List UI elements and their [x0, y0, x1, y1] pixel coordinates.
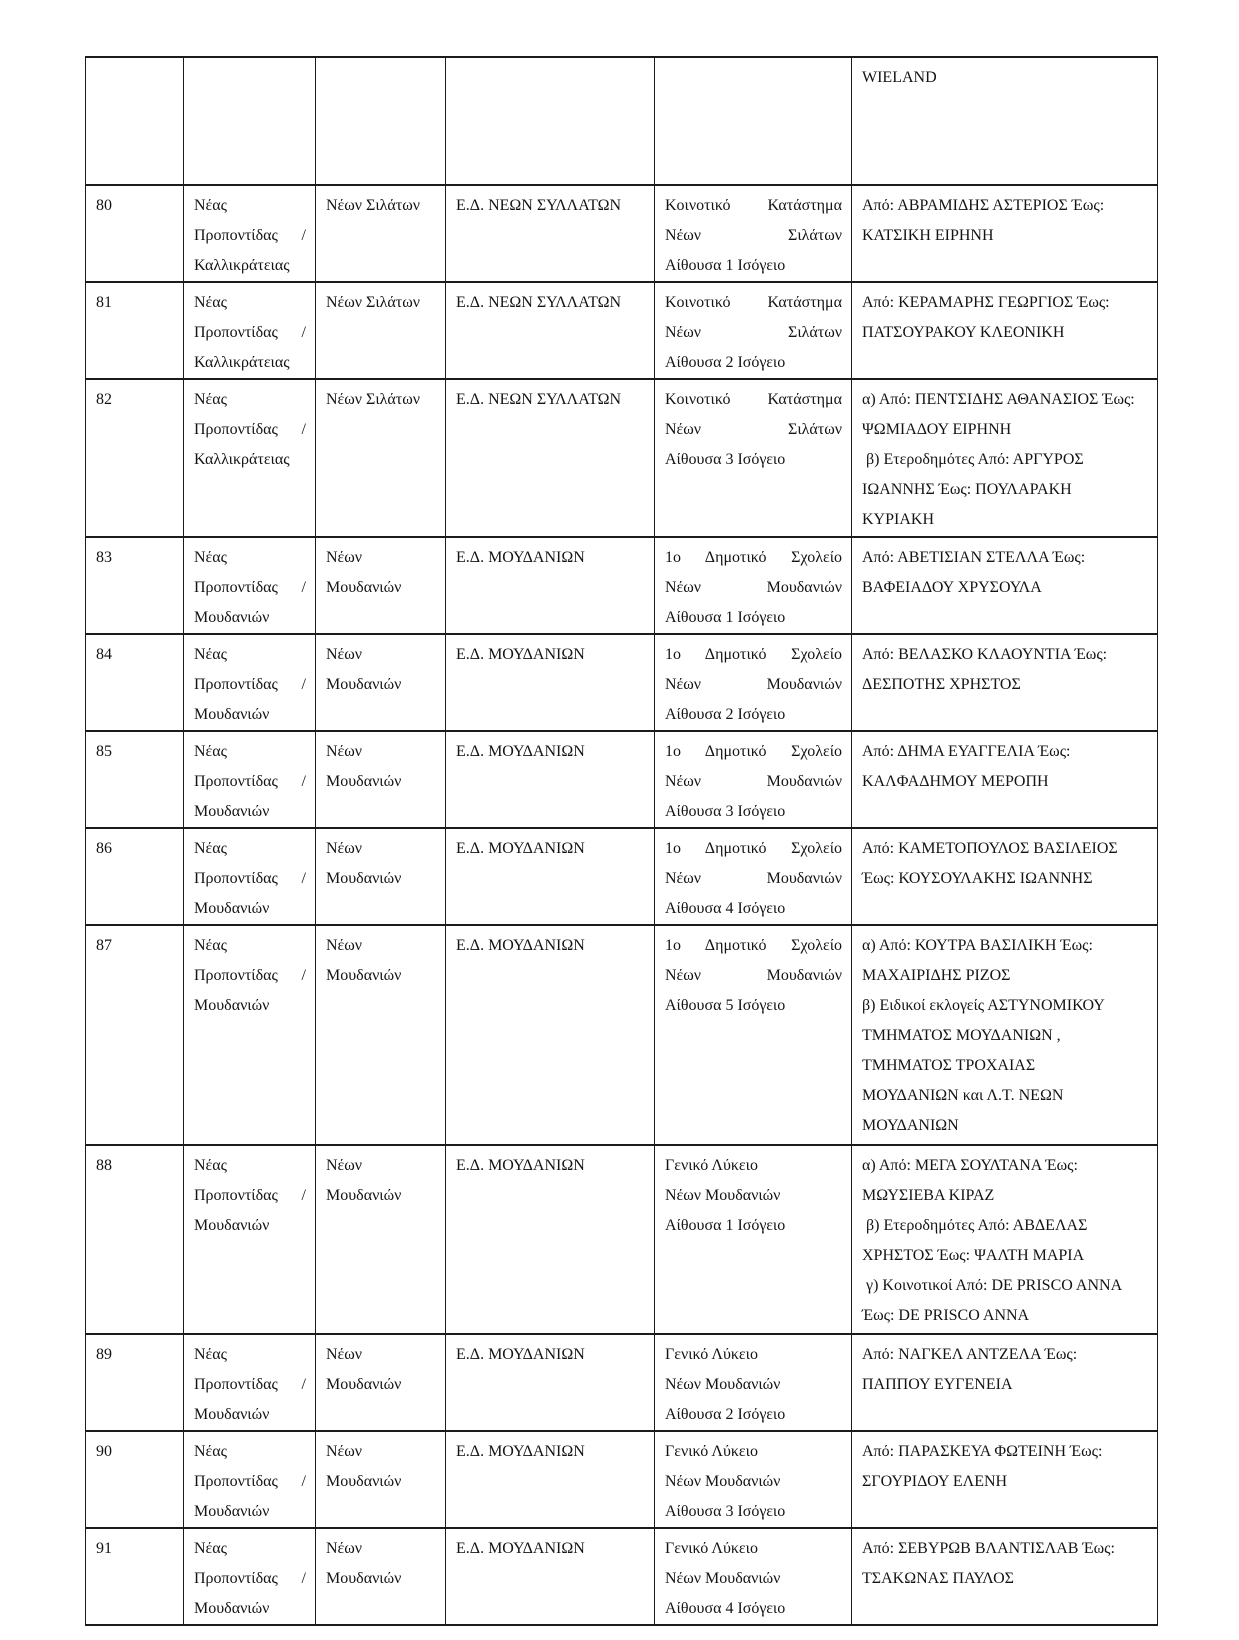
- text-line: Ε.Δ. ΜΟΥΔΑΝΙΩΝ: [456, 1443, 585, 1460]
- text-line: Νέων Μουδανιών: [665, 967, 842, 984]
- text-line: Αίθουσα 3 Ισόγειο: [665, 1503, 786, 1520]
- table-row: [86, 1528, 1158, 1625]
- text-line: Νέων Σιλάτων: [326, 294, 420, 311]
- table-row: [86, 1145, 1158, 1334]
- electoral-district-cell: [446, 1145, 655, 1334]
- text-line: Καλλικράτειας: [194, 451, 290, 468]
- row-number-cell: [86, 537, 184, 634]
- text-line: Προποντίδας /: [194, 773, 306, 790]
- community-cell: [316, 1145, 446, 1334]
- polling-place-cell: [655, 1145, 852, 1334]
- text-line: Προποντίδας /: [194, 1473, 306, 1490]
- text-line: Νέας: [194, 937, 227, 954]
- row-number-cell: [86, 1528, 184, 1625]
- municipal-unit-cell: [184, 731, 316, 828]
- text-line: 1ο Δημοτικό Σχολείο: [665, 743, 842, 760]
- table-row: [86, 1334, 1158, 1431]
- text-line: Νέων Μουδανιών: [665, 676, 842, 693]
- text-line: Από: ΑΒΕΤΙΣΙΑΝ ΣΤΕΛΛΑ Έως:: [862, 549, 1086, 566]
- text-line: Μουδανιών: [194, 1406, 270, 1423]
- row-number: 89: [96, 1346, 112, 1363]
- electoral-district-cell: [446, 1431, 655, 1528]
- text-line: Νέων: [326, 1346, 363, 1363]
- text-line: Αίθουσα 2 Ισόγειο: [665, 354, 786, 371]
- text-line: Νέας: [194, 1346, 227, 1363]
- text-line: Αίθουσα 4 Ισόγειο: [665, 900, 786, 917]
- text-line: Αίθουσα 2 Ισόγειο: [665, 1406, 786, 1423]
- text-line: 1ο Δημοτικό Σχολείο: [665, 937, 842, 954]
- text-line: Μουδανιών: [194, 1217, 270, 1234]
- voters-range-cell: [852, 828, 1158, 925]
- electoral-district-cell: [446, 1528, 655, 1625]
- text-line: Μουδανιών: [194, 803, 270, 820]
- text-line: Ε.Δ. ΜΟΥΔΑΝΙΩΝ: [456, 937, 585, 954]
- municipal-unit-cell: [184, 282, 316, 379]
- text-line: Μουδανιών: [326, 967, 402, 984]
- row-number-cell: [86, 185, 184, 282]
- row-number-cell: [86, 57, 184, 185]
- text-line: ΣΓΟΥΡΙΔΟΥ ΕΛΕΝΗ: [862, 1473, 1008, 1490]
- text-line: Νέας: [194, 549, 227, 566]
- voters-range-cell: [852, 537, 1158, 634]
- text-line: Αίθουσα 5 Ισόγειο: [665, 997, 786, 1014]
- community-cell: [316, 57, 446, 185]
- table-row: [86, 1431, 1158, 1528]
- row-number-cell: [86, 731, 184, 828]
- text-line: Νέων: [326, 549, 363, 566]
- text-line: 1ο Δημοτικό Σχολείο: [665, 549, 842, 566]
- municipal-unit-cell: [184, 1431, 316, 1528]
- text-line: ΜΟΥΔΑΝΙΩΝ και Λ.Τ. ΝΕΩΝ: [862, 1087, 1064, 1104]
- text-line: Ε.Δ. ΜΟΥΔΑΝΙΩΝ: [456, 549, 585, 566]
- community-cell: [316, 282, 446, 379]
- text-line: Προποντίδας /: [194, 676, 306, 693]
- community-cell: [316, 634, 446, 731]
- text-line: Από: ΚΕΡΑΜΑΡΗΣ ΓΕΩΡΓΙΟΣ Έως:: [862, 294, 1110, 311]
- voters-range-cell: [852, 1528, 1158, 1625]
- polling-place-cell: [655, 634, 852, 731]
- text-line: Νέων Σιλάτων: [665, 227, 842, 244]
- row-number-cell: [86, 828, 184, 925]
- text-line: Από: ΣΕΒΥΡΩΒ ΒΛΑΝΤΙΣΛΑΒ Έως:: [862, 1540, 1115, 1557]
- electoral-district-cell: [446, 185, 655, 282]
- text-line: ΚΑΤΣΙΚΗ ΕΙΡΗΝΗ: [862, 227, 994, 244]
- text-line: Ε.Δ. ΝΕΩΝ ΣΥΛΛΑΤΩΝ: [456, 197, 622, 214]
- text-line: ΠΑΠΠΟΥ ΕΥΓΕΝΕΙΑ: [862, 1376, 1013, 1393]
- text-line: Μουδανιών: [194, 1600, 270, 1617]
- text-line: ΠΑΤΣΟΥΡΑΚΟΥ ΚΛΕΟΝΙΚΗ: [862, 324, 1065, 341]
- text-line: Νέων Μουδανιών: [665, 1376, 781, 1393]
- community-cell: [316, 185, 446, 282]
- electoral-district-cell: [446, 634, 655, 731]
- text-line: Νέας: [194, 1157, 227, 1174]
- text-line: ΜΟΥΔΑΝΙΩΝ: [862, 1117, 959, 1134]
- text-line: Ε.Δ. ΜΟΥΔΑΝΙΩΝ: [456, 646, 585, 663]
- polling-place-cell: [655, 282, 852, 379]
- text-line: ΧΡΗΣΤΟΣ Έως: ΨΑΛΤΗ ΜΑΡΙΑ: [862, 1247, 1085, 1264]
- row-number-cell: [86, 1145, 184, 1334]
- text-line: Μουδανιών: [326, 1473, 402, 1490]
- text-line: Μουδανιών: [194, 997, 270, 1014]
- text-line: Ε.Δ. ΜΟΥΔΑΝΙΩΝ: [456, 1540, 585, 1557]
- community-cell: [316, 379, 446, 537]
- polling-place-cell: [655, 1528, 852, 1625]
- municipal-unit-cell: [184, 379, 316, 537]
- text-line: Νέων Μουδανιών: [665, 773, 842, 790]
- text-line: ΚΥΡΙΑΚΗ: [862, 511, 934, 528]
- municipal-unit-cell: [184, 185, 316, 282]
- row-number: 91: [96, 1540, 112, 1557]
- table-row: [86, 57, 1158, 185]
- electoral-district-cell: [446, 57, 655, 185]
- text-line: Ε.Δ. ΜΟΥΔΑΝΙΩΝ: [456, 743, 585, 760]
- text-line: γ) Κοινοτικοί Από: DE PRISCO ANNA: [862, 1277, 1123, 1294]
- table-row: [86, 379, 1158, 537]
- text-line: Μουδανιών: [194, 1503, 270, 1520]
- voters-range-cell: [852, 282, 1158, 379]
- polling-place-cell: [655, 731, 852, 828]
- text-line: Προποντίδας /: [194, 227, 306, 244]
- text-line: Νέας: [194, 197, 227, 214]
- text-line: Προποντίδας /: [194, 870, 306, 887]
- municipal-unit-cell: [184, 1145, 316, 1334]
- text-line: α) Από: ΠΕΝΤΣΙΔΗΣ ΑΘΑΝΑΣΙΟΣ Έως:: [862, 391, 1135, 408]
- text-line: Νέας: [194, 646, 227, 663]
- voters-range-cell: [852, 57, 1158, 185]
- text-line: Προποντίδας /: [194, 1187, 306, 1204]
- municipal-unit-cell: [184, 57, 316, 185]
- voters-range-cell: [852, 731, 1158, 828]
- community-cell: [316, 925, 446, 1145]
- text-line: Προποντίδας /: [194, 1376, 306, 1393]
- text-line: Αίθουσα 2 Ισόγειο: [665, 706, 786, 723]
- table-body: [86, 57, 1158, 1625]
- row-number: 83: [96, 549, 112, 566]
- text-line: Από: ΒΕΛΑΣΚΟ ΚΛΑΟΥΝΤΙΑ Έως:: [862, 646, 1108, 663]
- voters-range-cell: [852, 1145, 1158, 1334]
- text-line: Έως: DE PRISCO ANNA: [862, 1307, 1030, 1324]
- text-line: Νέων: [326, 1443, 363, 1460]
- text-line: Νέων Μουδανιών: [665, 870, 842, 887]
- text-line: Από: ΑΒΡΑΜΙΔΗΣ ΑΣΤΕΡΙΟΣ Έως:: [862, 197, 1105, 214]
- text-line: Νέων Μουδανιών: [665, 1570, 781, 1587]
- text-line: Νέων Σιλάτων: [665, 421, 842, 438]
- text-line: Αίθουσα 1 Ισόγειο: [665, 257, 786, 274]
- text-line: ΔΕΣΠΟΤΗΣ ΧΡΗΣΤΟΣ: [862, 676, 1021, 693]
- community-cell: [316, 1528, 446, 1625]
- row-number: 82: [96, 391, 112, 408]
- polling-stations-table: [85, 56, 1158, 1626]
- text-line: Νέων: [326, 743, 363, 760]
- row-number-cell: [86, 379, 184, 537]
- text-line: Κοινοτικό Κατάστημα: [665, 294, 842, 311]
- municipal-unit-cell: [184, 925, 316, 1145]
- text-line: Μουδανιών: [326, 676, 402, 693]
- text-line: Προποντίδας /: [194, 324, 306, 341]
- text-line: 1ο Δημοτικό Σχολείο: [665, 840, 842, 857]
- text-line: Από: ΝΑΓΚΕΛ ΑΝΤΖΕΛΑ Έως:: [862, 1346, 1078, 1363]
- text-line: ΙΩΑΝΝΗΣ Έως: ΠΟΥΛΑΡΑΚΗ: [862, 481, 1072, 498]
- community-cell: [316, 1334, 446, 1431]
- text-line: Μουδανιών: [326, 870, 402, 887]
- text-line: Μουδανιών: [194, 706, 270, 723]
- text-line: Μουδανιών: [326, 579, 402, 596]
- text-line: Γενικό Λύκειο: [665, 1540, 758, 1557]
- municipal-unit-cell: [184, 1528, 316, 1625]
- polling-place-cell: [655, 925, 852, 1145]
- text-line: Προποντίδας /: [194, 579, 306, 596]
- row-number: 87: [96, 937, 112, 954]
- text-line: Προποντίδας /: [194, 421, 306, 438]
- text-line: ΒΑΦΕΙΑΔΟΥ ΧΡΥΣΟΥΛΑ: [862, 579, 1042, 596]
- text-line: Γενικό Λύκειο: [665, 1443, 758, 1460]
- voters-range-cell: [852, 634, 1158, 731]
- text-line: Από: ΔΗΜΑ ΕΥΑΓΓΕΛΙΑ Έως:: [862, 743, 1071, 760]
- text-line: Κοινοτικό Κατάστημα: [665, 197, 842, 214]
- text-line: Μουδανιών: [326, 773, 402, 790]
- electoral-district-cell: [446, 828, 655, 925]
- voters-range-cell: [852, 1431, 1158, 1528]
- text-line: Νέων Μουδανιών: [665, 1187, 781, 1204]
- row-number: 80: [96, 197, 112, 214]
- table-row: [86, 185, 1158, 282]
- row-number-cell: [86, 1431, 184, 1528]
- row-number-cell: [86, 925, 184, 1145]
- community-cell: [316, 537, 446, 634]
- text-line: WIELAND: [862, 69, 937, 86]
- electoral-district-cell: [446, 282, 655, 379]
- text-line: Νέων Μουδανιών: [665, 1473, 781, 1490]
- text-line: Νέων: [326, 1157, 363, 1174]
- polling-place-cell: [655, 1431, 852, 1528]
- community-cell: [316, 1431, 446, 1528]
- text-line: ΤΜΗΜΑΤΟΣ ΜΟΥΔΑΝΙΩΝ ,: [862, 1027, 1061, 1044]
- text-line: Προποντίδας /: [194, 967, 306, 984]
- voters-range-cell: [852, 1334, 1158, 1431]
- text-line: Μουδανιών: [326, 1570, 402, 1587]
- row-number: 81: [96, 294, 112, 311]
- electoral-district-cell: [446, 379, 655, 537]
- row-number-cell: [86, 282, 184, 379]
- text-line: Γενικό Λύκειο: [665, 1346, 758, 1363]
- text-line: Νέων Σιλάτων: [326, 197, 420, 214]
- polling-place-cell: [655, 185, 852, 282]
- municipal-unit-cell: [184, 828, 316, 925]
- text-line: Μουδανιών: [194, 900, 270, 917]
- text-line: Έως: ΚΟΥΣΟΥΛΑΚΗΣ ΙΩΑΝΝΗΣ: [862, 870, 1093, 887]
- electoral-district-cell: [446, 731, 655, 828]
- row-number-cell: [86, 634, 184, 731]
- text-line: Νέας: [194, 743, 227, 760]
- text-line: Νέας: [194, 840, 227, 857]
- municipal-unit-cell: [184, 537, 316, 634]
- row-number: 90: [96, 1443, 112, 1460]
- text-line: Αίθουσα 3 Ισόγειο: [665, 451, 786, 468]
- text-line: Από: ΚΑΜΕΤΟΠΟΥΛΟΣ ΒΑΣΙΛΕΙΟΣ: [862, 840, 1118, 857]
- text-line: Ε.Δ. ΜΟΥΔΑΝΙΩΝ: [456, 840, 585, 857]
- table-row: [86, 537, 1158, 634]
- electoral-district-cell: [446, 537, 655, 634]
- table-row: [86, 925, 1158, 1145]
- voters-range-cell: [852, 185, 1158, 282]
- text-line: Νέας: [194, 391, 227, 408]
- text-line: ΨΩΜΙΑΔΟΥ ΕΙΡΗΝΗ: [862, 421, 1012, 438]
- row-number: 88: [96, 1157, 112, 1174]
- table-row: [86, 828, 1158, 925]
- text-line: Κοινοτικό Κατάστημα: [665, 391, 842, 408]
- polling-place-cell: [655, 57, 852, 185]
- table-row: [86, 731, 1158, 828]
- municipal-unit-cell: [184, 634, 316, 731]
- text-line: Νέας: [194, 294, 227, 311]
- text-line: Ε.Δ. ΝΕΩΝ ΣΥΛΛΑΤΩΝ: [456, 391, 622, 408]
- text-line: ΚΑΛΦΑΔΗΜΟΥ ΜΕΡΟΠΗ: [862, 773, 1049, 790]
- text-line: Ε.Δ. ΜΟΥΔΑΝΙΩΝ: [456, 1346, 585, 1363]
- community-cell: [316, 731, 446, 828]
- text-line: Νέων Σιλάτων: [665, 324, 842, 341]
- text-line: Μουδανιών: [326, 1187, 402, 1204]
- text-line: Προποντίδας /: [194, 1570, 306, 1587]
- row-number-cell: [86, 1334, 184, 1431]
- text-line: Νέων: [326, 646, 363, 663]
- table-row: [86, 282, 1158, 379]
- text-line: Γενικό Λύκειο: [665, 1157, 758, 1174]
- text-line: Καλλικράτειας: [194, 354, 290, 371]
- voters-range-cell: [852, 379, 1158, 537]
- row-number: 85: [96, 743, 112, 760]
- text-line: Νέας: [194, 1443, 227, 1460]
- row-number: 84: [96, 646, 112, 663]
- text-line: ΜΩΥΣΙΕΒΑ ΚΙΡΑΖ: [862, 1187, 995, 1204]
- community-cell: [316, 828, 446, 925]
- text-line: Από: ΠΑΡΑΣΚΕΥΑ ΦΩΤΕΙΝΗ Έως:: [862, 1443, 1103, 1460]
- text-line: Αίθουσα 1 Ισόγειο: [665, 609, 786, 626]
- row-number: 86: [96, 840, 112, 857]
- text-line: Νέας: [194, 1540, 227, 1557]
- text-line: β) Ετεροδημότες Από: ΑΡΓΥΡΟΣ: [862, 451, 1084, 468]
- text-line: Μουδανιών: [326, 1376, 402, 1393]
- polling-place-cell: [655, 537, 852, 634]
- text-line: Ε.Δ. ΜΟΥΔΑΝΙΩΝ: [456, 1157, 585, 1174]
- electoral-district-cell: [446, 1334, 655, 1431]
- text-line: Αίθουσα 4 Ισόγειο: [665, 1600, 786, 1617]
- text-line: β) Ειδικοί εκλογείς ΑΣΤΥΝΟΜΙΚΟΥ: [862, 997, 1105, 1014]
- electoral-district-cell: [446, 925, 655, 1145]
- text-line: Αίθουσα 1 Ισόγειο: [665, 1217, 786, 1234]
- text-line: ΤΜΗΜΑΤΟΣ ΤΡΟΧΑΙΑΣ: [862, 1057, 1036, 1074]
- text-line: α) Από: ΜΕΓΑ ΣΟΥΛΤΑΝΑ Έως:: [862, 1157, 1078, 1174]
- polling-place-cell: [655, 1334, 852, 1431]
- polling-place-cell: [655, 828, 852, 925]
- text-line: Αίθουσα 3 Ισόγειο: [665, 803, 786, 820]
- text-line: Νέων: [326, 937, 363, 954]
- text-line: Μουδανιών: [194, 609, 270, 626]
- text-line: Ε.Δ. ΝΕΩΝ ΣΥΛΛΑΤΩΝ: [456, 294, 622, 311]
- text-line: ΤΣΑΚΩΝΑΣ ΠΑΥΛΟΣ: [862, 1570, 1014, 1587]
- municipal-unit-cell: [184, 1334, 316, 1431]
- polling-place-cell: [655, 379, 852, 537]
- text-line: Νέων: [326, 840, 363, 857]
- text-line: α) Από: ΚΟΥΤΡΑ ΒΑΣΙΛΙΚΗ Έως:: [862, 937, 1093, 954]
- text-line: 1ο Δημοτικό Σχολείο: [665, 646, 842, 663]
- text-line: Νέων: [326, 1540, 363, 1557]
- table-row: [86, 634, 1158, 731]
- text-line: Νέων Μουδανιών: [665, 579, 842, 596]
- text-line: ΜΑΧΑΙΡΙΔΗΣ ΡΙΖΟΣ: [862, 967, 1011, 984]
- voters-range-cell: [852, 925, 1158, 1145]
- text-line: β) Ετεροδημότες Από: ΑΒΔΕΛΑΣ: [862, 1217, 1088, 1234]
- text-line: Καλλικράτειας: [194, 257, 290, 274]
- text-line: Νέων Σιλάτων: [326, 391, 420, 408]
